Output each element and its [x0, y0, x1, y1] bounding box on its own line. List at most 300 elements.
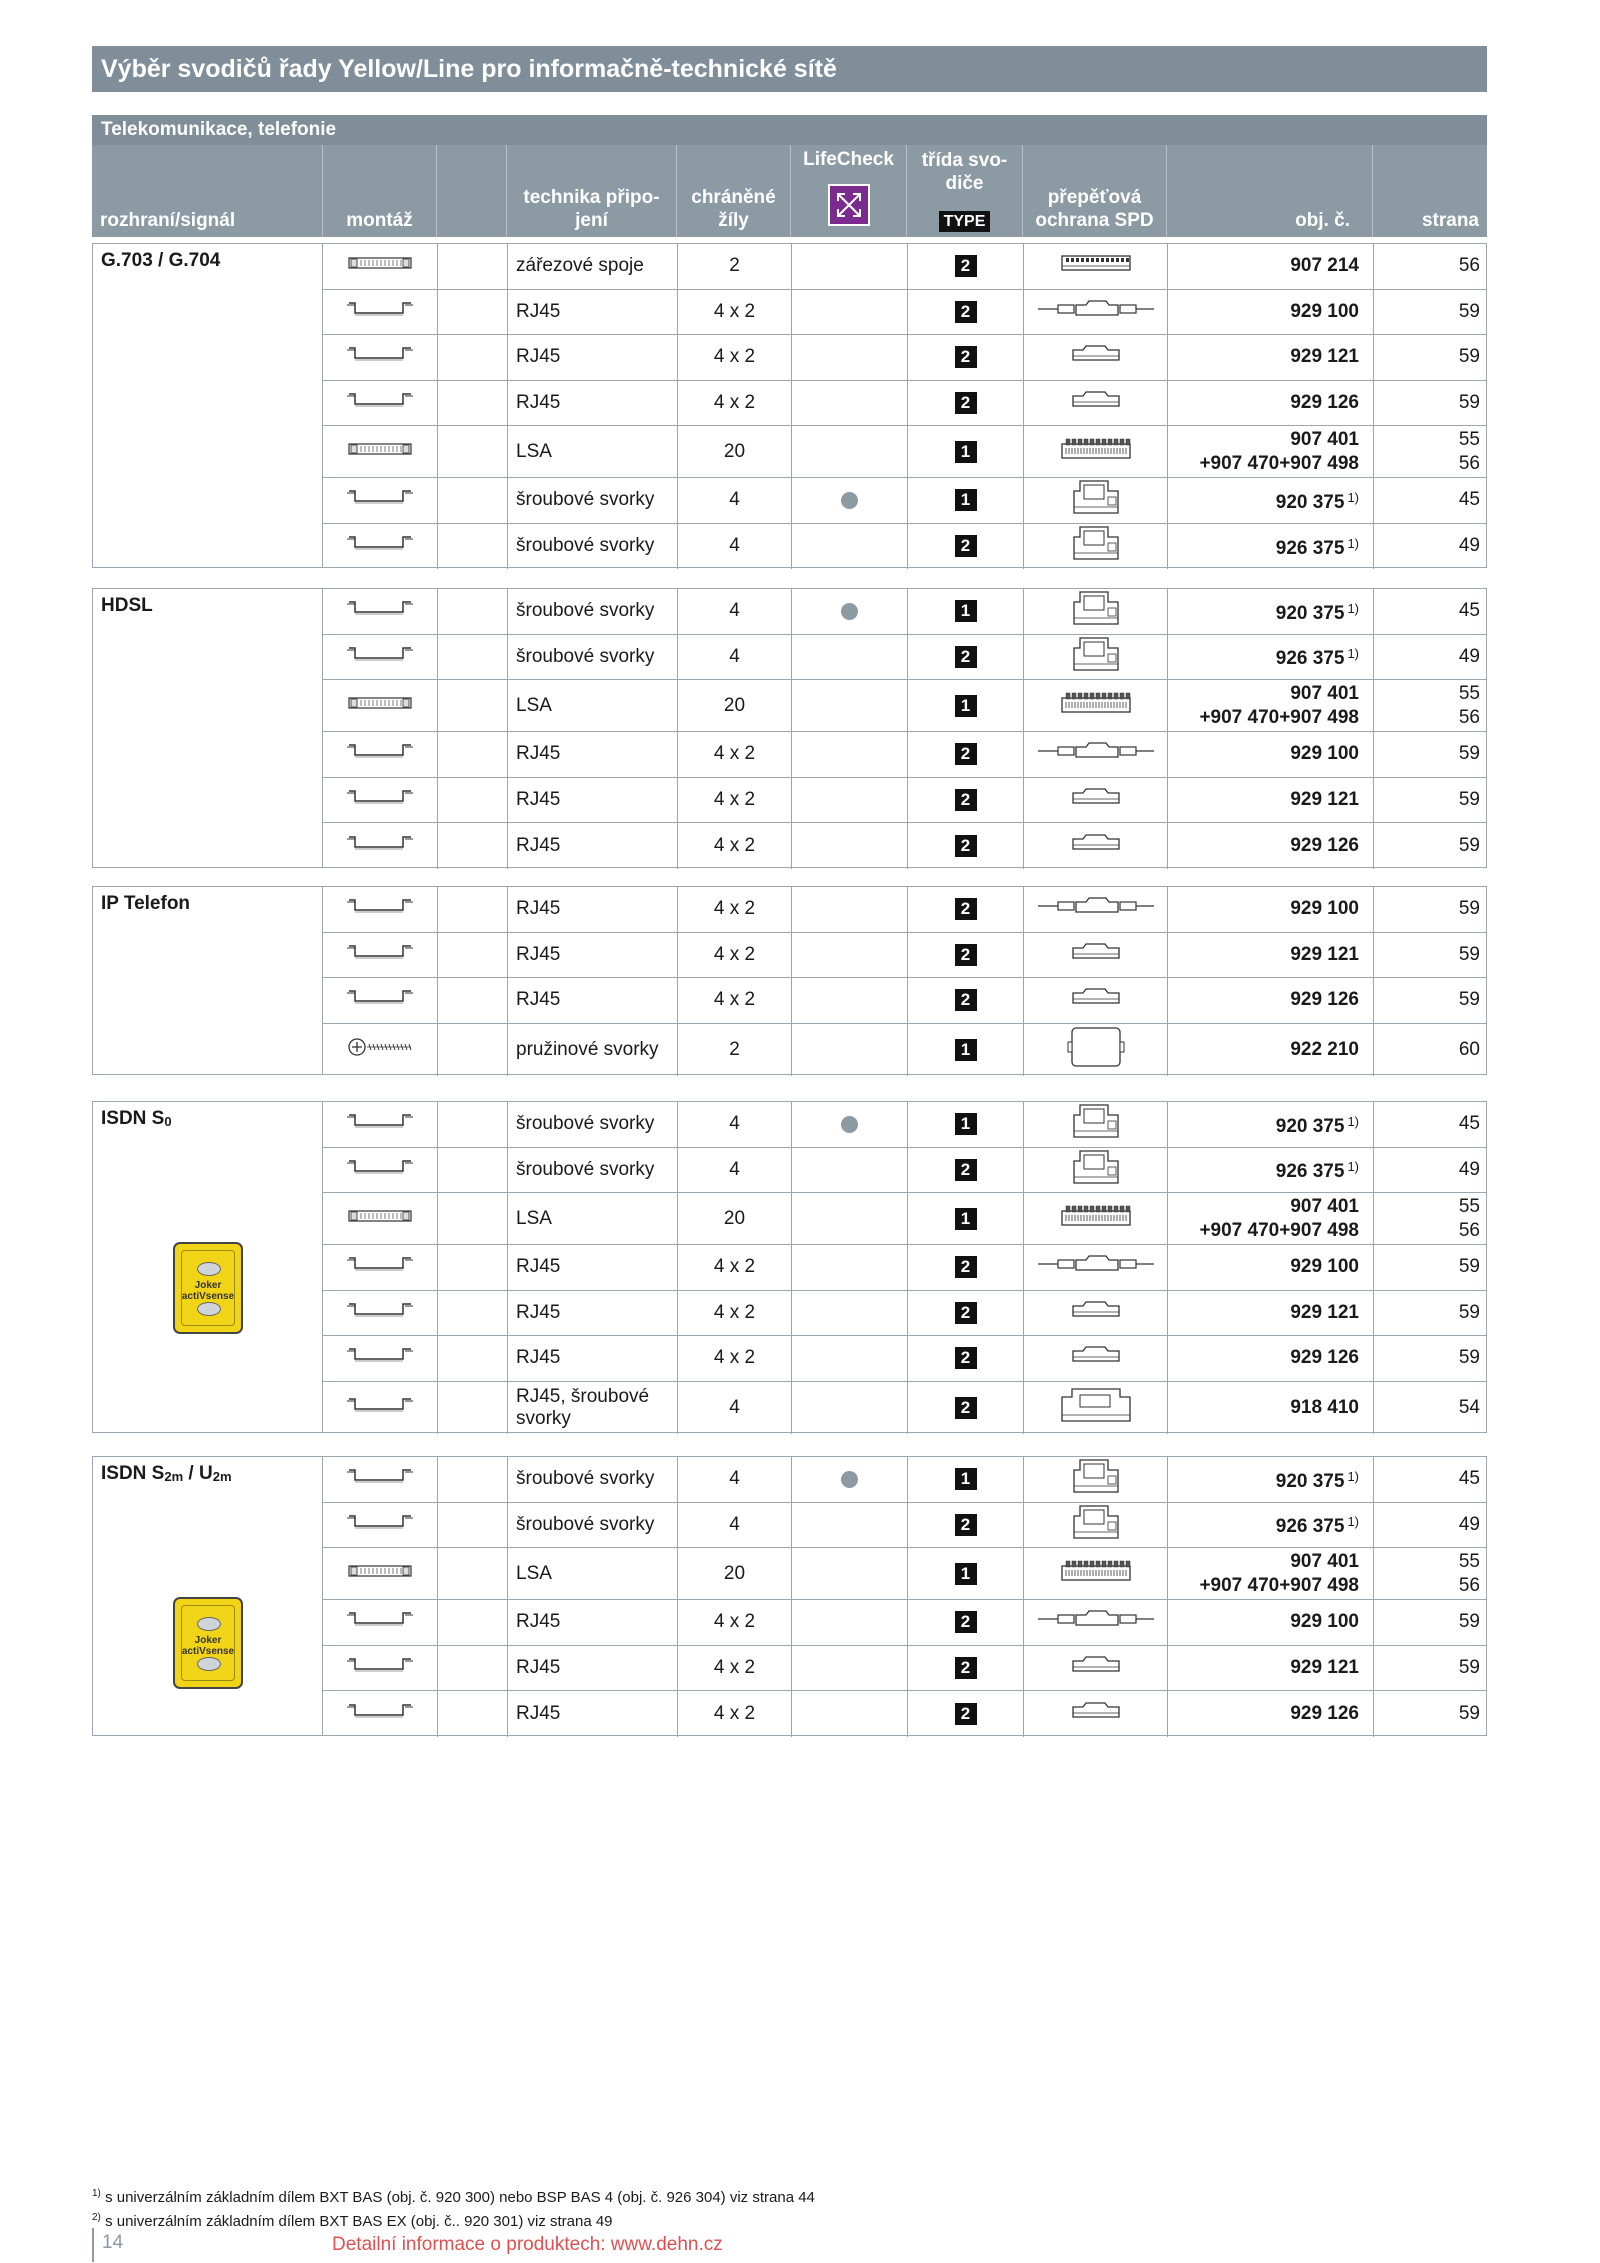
class-cell: [907, 1646, 1023, 1691]
part-number-cell: 929 100: [1167, 290, 1373, 335]
spd-device-icon: [1069, 388, 1123, 418]
interface-name: ISDN $S_{2m} / U_{2m}$ Joker actiVsense: [93, 1457, 323, 1735]
lifecheck-cell: [791, 1382, 907, 1434]
class-cell: [907, 823, 1023, 869]
wires-cell: 20: [677, 1548, 791, 1599]
lifecheck-cell: [791, 1503, 907, 1548]
technique-cell: RJ45, šroubové svorky: [507, 1382, 677, 1434]
part-number-cell: 918 410: [1167, 1382, 1373, 1434]
table-row: [323, 1148, 1486, 1194]
class-badge: 2: [955, 1159, 977, 1181]
din-rail-icon: [345, 1467, 415, 1491]
table-row: [323, 778, 1486, 824]
lifecheck-cell: [791, 732, 907, 777]
din-rail-icon: [345, 834, 415, 858]
table-row: [323, 933, 1486, 979]
din-rail-icon: [345, 391, 415, 415]
lifecheck-cell: [791, 778, 907, 823]
empty-cell: [437, 778, 507, 823]
lifecheck-cell: [791, 1024, 907, 1076]
din-rail-icon: [345, 1396, 415, 1420]
page-cell: 59: [1373, 290, 1488, 335]
spd-cell: [1023, 1193, 1167, 1244]
spd-device-icon: [1068, 588, 1124, 634]
technique-cell: šroubové svorky: [507, 589, 677, 634]
spd-cell: [1023, 478, 1167, 523]
lsa-mount-icon: [345, 1208, 415, 1230]
din-rail-icon: [345, 534, 415, 558]
spd-cell: [1023, 426, 1167, 477]
din-rail-icon: [345, 488, 415, 512]
header-mounting: [322, 145, 436, 237]
screw-mount-icon: [345, 1035, 415, 1065]
din-rail-icon: [345, 988, 415, 1012]
din-rail-icon: [345, 1112, 415, 1136]
spd-device-icon: [1068, 1147, 1124, 1193]
spd-device-icon: [1068, 1456, 1124, 1502]
mounting-cell: [323, 887, 437, 932]
spd-cell: [1023, 244, 1167, 289]
class-cell: [907, 524, 1023, 570]
wires-cell: 4 x 2: [677, 335, 791, 380]
spd-device-icon: [1036, 1607, 1156, 1637]
table-row: [323, 1457, 1486, 1503]
lifecheck-cell: [791, 680, 907, 731]
wires-cell: 4 x 2: [677, 290, 791, 335]
wires-cell: 4 x 2: [677, 732, 791, 777]
table-row: [323, 426, 1486, 478]
mounting-cell: [323, 1245, 437, 1290]
wires-cell: 20: [677, 680, 791, 731]
header-wires: [676, 145, 790, 237]
spd-cell: [1023, 1102, 1167, 1147]
page-cell: 49: [1373, 635, 1488, 680]
wires-cell: 4 x 2: [677, 887, 791, 932]
technique-cell: RJ45: [507, 778, 677, 823]
class-badge: 2: [955, 1397, 977, 1419]
technique-cell: RJ45: [507, 1245, 677, 1290]
empty-cell: [437, 1193, 507, 1244]
part-number-cell: 929 121: [1167, 335, 1373, 380]
class-cell: [907, 1024, 1023, 1076]
mounting-cell: [323, 524, 437, 570]
class-badge: 2: [955, 1256, 977, 1278]
empty-cell: [437, 978, 507, 1023]
part-number-cell: 929 126: [1167, 1336, 1373, 1381]
section-title: Telekomunikace, telefonie: [92, 115, 1487, 145]
spd-device-icon: [1069, 985, 1123, 1015]
spd-device-icon: [1058, 1203, 1134, 1235]
table-row: [323, 335, 1486, 381]
table-row: [323, 823, 1486, 869]
lsa-mount-icon: [345, 695, 415, 717]
empty-cell: [437, 933, 507, 978]
class-badge: 2: [955, 1302, 977, 1324]
spd-cell: [1023, 887, 1167, 932]
lifecheck-cell: [791, 887, 907, 932]
header-lifecheck: [790, 145, 906, 237]
technique-cell: LSA: [507, 1548, 677, 1599]
mounting-cell: [323, 426, 437, 477]
technique-cell: RJ45: [507, 933, 677, 978]
class-cell: [907, 1382, 1023, 1434]
class-badge: 2: [955, 789, 977, 811]
technique-cell: pružinové svorky: [507, 1024, 677, 1076]
technique-cell: šroubové svorky: [507, 1457, 677, 1502]
class-badge: 1: [955, 441, 977, 463]
lifecheck-cell: [791, 933, 907, 978]
page-cell: 55 56: [1373, 426, 1488, 477]
class-badge: 1: [955, 1208, 977, 1230]
mounting-cell: [323, 381, 437, 426]
page-title: Výběr svodičů řady Yellow/Line pro informačně-technické sítě: [92, 46, 1487, 92]
class-cell: [907, 1148, 1023, 1193]
technique-cell: RJ45: [507, 823, 677, 869]
lifecheck-cell: [791, 823, 907, 869]
class-badge: 2: [955, 346, 977, 368]
lifecheck-cell: [791, 978, 907, 1023]
header-mounting-label: montáž: [346, 210, 413, 231]
mounting-cell: [323, 1193, 437, 1244]
class-badge: 1: [955, 600, 977, 622]
class-badge: 2: [955, 255, 977, 277]
wires-cell: 4 x 2: [677, 1291, 791, 1336]
spd-cell: [1023, 1336, 1167, 1381]
table-header: [92, 145, 1487, 237]
wires-cell: 4: [677, 635, 791, 680]
class-cell: [907, 680, 1023, 731]
lsa-mount-icon: [345, 441, 415, 463]
wires-cell: 4 x 2: [677, 1646, 791, 1691]
table-row: [323, 978, 1486, 1024]
technique-cell: šroubové svorky: [507, 635, 677, 680]
lifecheck-cell: [791, 1336, 907, 1381]
empty-cell: [437, 1457, 507, 1502]
din-rail-icon: [345, 1255, 415, 1279]
mounting-cell: [323, 778, 437, 823]
class-cell: [907, 732, 1023, 777]
spd-cell: [1023, 524, 1167, 570]
header-class-label: třída svo-diče: [921, 150, 1008, 194]
class-cell: [907, 635, 1023, 680]
din-rail-icon: [345, 1702, 415, 1726]
mounting-cell: [323, 680, 437, 731]
class-cell: [907, 1336, 1023, 1381]
din-rail-icon: [345, 1610, 415, 1634]
interface-group: [92, 886, 1487, 1075]
lifecheck-cell: [791, 524, 907, 570]
lifecheck-dot-icon: [841, 603, 858, 620]
din-rail-icon: [345, 943, 415, 967]
wires-cell: 4 x 2: [677, 381, 791, 426]
class-cell: [907, 478, 1023, 523]
lifecheck-cell: [791, 290, 907, 335]
empty-cell: [437, 1291, 507, 1336]
class-cell: [907, 335, 1023, 380]
wires-cell: 4: [677, 478, 791, 523]
part-number-cell: 920 375 $^{1)}$: [1167, 589, 1373, 634]
header-spd-label: přepěťová ochrana SPD: [1035, 187, 1154, 231]
class-badge: 2: [955, 989, 977, 1011]
spd-cell: [1023, 1024, 1167, 1076]
spd-cell: [1023, 1503, 1167, 1548]
empty-cell: [437, 1245, 507, 1290]
interface-name: G.703 / G.704: [93, 244, 323, 567]
product-info-link[interactable]: Detailní informace o produktech: www.dehn.cz: [332, 2234, 723, 2255]
class-badge: 1: [955, 1039, 977, 1061]
table-row: [323, 478, 1486, 524]
spd-cell: [1023, 823, 1167, 869]
interface-name: ISDN $S_0$ Joker actiVsense: [93, 1102, 323, 1432]
wires-cell: 4: [677, 1148, 791, 1193]
joker-tester-icon: Joker actiVsense: [173, 1242, 243, 1334]
page-cell: 59: [1373, 887, 1488, 932]
spd-cell: [1023, 978, 1167, 1023]
technique-cell: RJ45: [507, 1646, 677, 1691]
lifecheck-cell: [791, 1148, 907, 1193]
page-cell: 56: [1373, 244, 1488, 289]
page-cell: 59: [1373, 1291, 1488, 1336]
mounting-cell: [323, 589, 437, 634]
header-spd: [1022, 145, 1166, 237]
class-cell: [907, 1457, 1023, 1502]
spd-device-icon: [1066, 1024, 1126, 1076]
class-badge: 2: [955, 301, 977, 323]
page-cell: 59: [1373, 381, 1488, 426]
spd-device-icon: [1069, 342, 1123, 372]
wires-cell: 4 x 2: [677, 1691, 791, 1737]
class-cell: [907, 381, 1023, 426]
table-row: [323, 244, 1486, 290]
lifecheck-dot-icon: [841, 492, 858, 509]
spd-device-icon: [1068, 477, 1124, 523]
wires-cell: 4 x 2: [677, 778, 791, 823]
wires-cell: 4 x 2: [677, 1245, 791, 1290]
part-number-cell: 929 126: [1167, 823, 1373, 869]
table-row: [323, 589, 1486, 635]
page-cell: 59: [1373, 1691, 1488, 1737]
lifecheck-cell: [791, 635, 907, 680]
wires-cell: 4 x 2: [677, 978, 791, 1023]
spd-device-icon: [1058, 1558, 1134, 1590]
lifecheck-dot-icon: [841, 1116, 858, 1133]
page-cell: 45: [1373, 1102, 1488, 1147]
mounting-cell: [323, 1600, 437, 1645]
class-badge: 2: [955, 1347, 977, 1369]
table-row: [323, 1336, 1486, 1382]
header-technique: [506, 145, 676, 237]
footnotes: [92, 2184, 815, 2232]
din-rail-icon: [345, 599, 415, 623]
empty-cell: [437, 589, 507, 634]
wires-cell: 4: [677, 1102, 791, 1147]
page-cell: 55 56: [1373, 1193, 1488, 1244]
interface-group: [92, 1456, 1487, 1736]
spd-cell: [1023, 1600, 1167, 1645]
lifecheck-cell: [791, 1457, 907, 1502]
class-cell: [907, 1245, 1023, 1290]
din-rail-icon: [345, 300, 415, 324]
page-cell: 59: [1373, 1600, 1488, 1645]
spd-cell: [1023, 290, 1167, 335]
class-cell: [907, 887, 1023, 932]
lifecheck-dot-icon: [841, 1471, 858, 1488]
class-badge: 2: [955, 535, 977, 557]
mounting-cell: [323, 1646, 437, 1691]
empty-cell: [437, 1691, 507, 1737]
class-badge: 1: [955, 1468, 977, 1490]
header-technique-label: technika připo-jení: [523, 187, 660, 231]
class-badge: 1: [955, 489, 977, 511]
lifecheck-cell: [791, 589, 907, 634]
wires-cell: 20: [677, 1193, 791, 1244]
lifecheck-cell: [791, 335, 907, 380]
spd-cell: [1023, 589, 1167, 634]
class-cell: [907, 1503, 1023, 1548]
technique-cell: LSA: [507, 426, 677, 477]
part-number-cell: 922 210: [1167, 1024, 1373, 1076]
class-badge: 2: [955, 392, 977, 414]
footnote-1: $^{1)}$ s univerzálním základním dílem BXT BAS (obj. č. 920 300) nebo BSP BAS 4 (obj. č. 926 304) viz strana 44: [92, 2188, 815, 2206]
class-cell: [907, 589, 1023, 634]
page-cell: 45: [1373, 478, 1488, 523]
empty-cell: [437, 680, 507, 731]
part-number-cell: 929 100: [1167, 1245, 1373, 1290]
header-class: [906, 145, 1022, 237]
spd-device-icon: [1069, 1298, 1123, 1328]
class-cell: [907, 978, 1023, 1023]
table-row: [323, 887, 1486, 933]
technique-cell: RJ45: [507, 732, 677, 777]
part-number-cell: 907 401 +907 470+907 498: [1167, 1548, 1373, 1599]
spd-device-icon: [1069, 1653, 1123, 1683]
table-row: [323, 1102, 1486, 1148]
class-cell: [907, 778, 1023, 823]
class-badge: 2: [955, 898, 977, 920]
class-badge: 2: [955, 1514, 977, 1536]
page-cell: 60: [1373, 1024, 1488, 1076]
technique-cell: RJ45: [507, 335, 677, 380]
table-row: [323, 1193, 1486, 1245]
class-cell: [907, 1291, 1023, 1336]
wires-cell: 4: [677, 589, 791, 634]
spd-device-icon: [1068, 1502, 1124, 1548]
part-number-cell: 926 375 $^{1)}$: [1167, 524, 1373, 570]
lifecheck-cell: [791, 1548, 907, 1599]
spd-cell: [1023, 732, 1167, 777]
spd-cell: [1023, 381, 1167, 426]
technique-cell: RJ45: [507, 1691, 677, 1737]
spd-device-icon: [1069, 831, 1123, 861]
spd-device-icon: [1058, 436, 1134, 468]
spd-device-icon: [1069, 1343, 1123, 1373]
lifecheck-cell: [791, 1600, 907, 1645]
din-rail-icon: [345, 1656, 415, 1680]
empty-cell: [437, 635, 507, 680]
technique-cell: šroubové svorky: [507, 1503, 677, 1548]
page-cell: 59: [1373, 823, 1488, 869]
lifecheck-cell: [791, 1646, 907, 1691]
spd-cell: [1023, 1646, 1167, 1691]
mounting-cell: [323, 335, 437, 380]
wires-cell: 4: [677, 1382, 791, 1434]
part-number-cell: 929 126: [1167, 978, 1373, 1023]
spd-cell: [1023, 1148, 1167, 1193]
spd-cell: [1023, 635, 1167, 680]
wires-cell: 4 x 2: [677, 823, 791, 869]
empty-cell: [437, 823, 507, 869]
technique-cell: šroubové svorky: [507, 1148, 677, 1193]
class-cell: [907, 426, 1023, 477]
technique-cell: LSA: [507, 1193, 677, 1244]
table-row: [323, 635, 1486, 681]
mounting-cell: [323, 978, 437, 1023]
spd-device-icon: [1058, 250, 1134, 282]
mounting-cell: [323, 1382, 437, 1434]
class-badge: 1: [955, 695, 977, 717]
interface-group: [92, 588, 1487, 868]
part-number-cell: 926 375 $^{1)}$: [1167, 1148, 1373, 1193]
technique-cell: šroubové svorky: [507, 478, 677, 523]
empty-cell: [437, 1336, 507, 1381]
page-cell: 45: [1373, 1457, 1488, 1502]
empty-cell: [437, 524, 507, 570]
class-cell: [907, 1102, 1023, 1147]
technique-cell: zářezové spoje: [507, 244, 677, 289]
spd-cell: [1023, 1382, 1167, 1434]
empty-cell: [437, 1503, 507, 1548]
class-cell: [907, 933, 1023, 978]
class-badge: 2: [955, 1657, 977, 1679]
table-row: [323, 732, 1486, 778]
part-number-cell: 929 100: [1167, 732, 1373, 777]
technique-cell: šroubové svorky: [507, 524, 677, 570]
lsa-mount-icon: [345, 255, 415, 277]
part-number-cell: 907 214: [1167, 244, 1373, 289]
part-number-cell: 929 126: [1167, 1691, 1373, 1737]
table-row: [323, 1245, 1486, 1291]
header-wires-label: chráněné žíly: [691, 187, 776, 231]
mounting-cell: [323, 732, 437, 777]
spd-cell: [1023, 1457, 1167, 1502]
lifecheck-cell: [791, 1291, 907, 1336]
spd-cell: [1023, 1245, 1167, 1290]
wires-cell: 4: [677, 524, 791, 570]
spd-device-icon: [1058, 1385, 1134, 1431]
empty-cell: [437, 290, 507, 335]
spd-device-icon: [1069, 785, 1123, 815]
page-cell: 59: [1373, 335, 1488, 380]
mounting-cell: [323, 1336, 437, 1381]
page-cell: 59: [1373, 1646, 1488, 1691]
table-row: [323, 290, 1486, 336]
mounting-cell: [323, 1148, 437, 1193]
header-page: [1372, 145, 1487, 237]
table-row: [323, 1646, 1486, 1692]
spd-cell: [1023, 335, 1167, 380]
wires-cell: 2: [677, 244, 791, 289]
class-cell: [907, 244, 1023, 289]
din-rail-icon: [345, 345, 415, 369]
spd-device-icon: [1036, 894, 1156, 924]
part-number-cell: 907 401 +907 470+907 498: [1167, 680, 1373, 731]
mounting-cell: [323, 1548, 437, 1599]
page-cell: 59: [1373, 1245, 1488, 1290]
table-row: [323, 1691, 1486, 1737]
wires-cell: 4: [677, 1503, 791, 1548]
mounting-cell: [323, 823, 437, 869]
lifecheck-cell: [791, 381, 907, 426]
